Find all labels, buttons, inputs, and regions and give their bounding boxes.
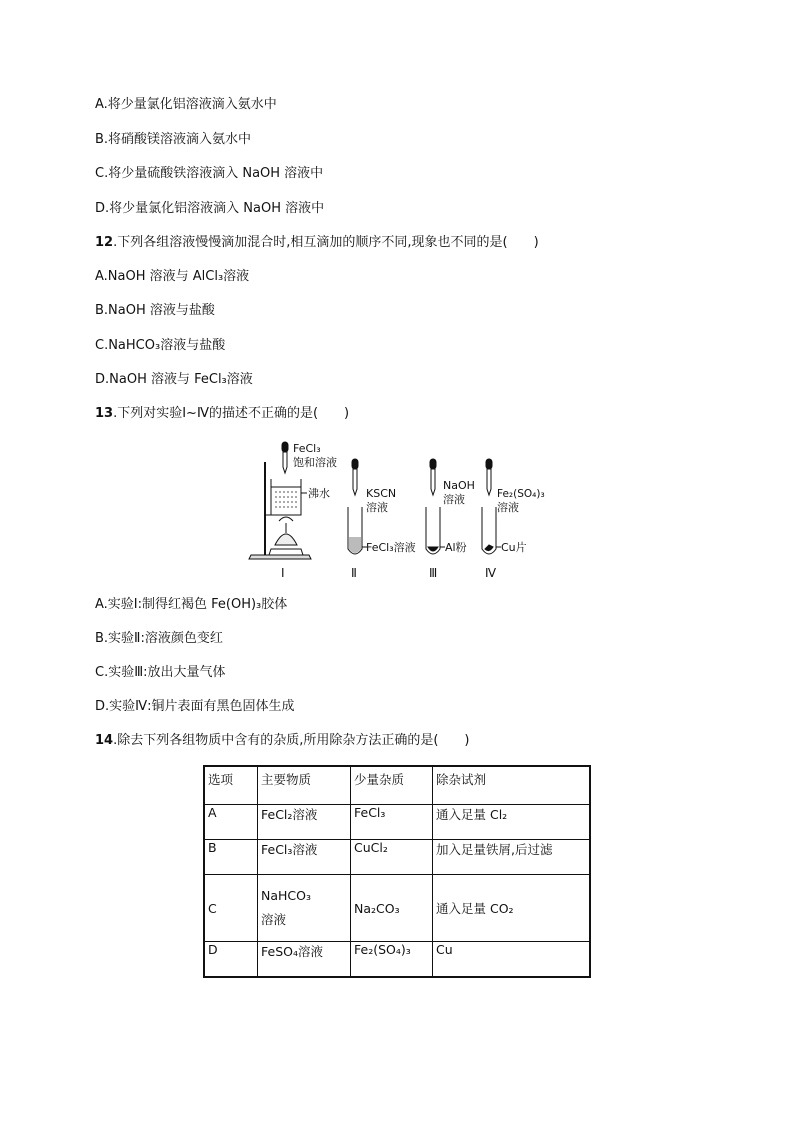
header-option: 选项: [204, 766, 258, 805]
q13-option-a: A.实验Ⅰ:制得红褐色 Fe(OH)₃胶体: [95, 597, 288, 612]
exp2-numeral: Ⅱ: [351, 566, 357, 580]
row-d-reagent: Cu: [433, 942, 591, 978]
q14-stem: [95, 733, 470, 749]
q12-option-d: D.NaOH 溶液与 FeCl₃溶液: [95, 372, 253, 387]
impurity-table: [203, 765, 591, 978]
row-c-reagent: 通入足量 CO₂: [433, 875, 591, 942]
exp2-reagent-label-1: KSCN: [366, 487, 397, 500]
q12-stem: [95, 235, 539, 251]
row-a-option: A: [204, 805, 258, 840]
q11-option-c: C.将少量硫酸铁溶液滴入 NaOH 溶液中: [95, 166, 324, 181]
q12-number: 12: [95, 235, 114, 250]
row-d-main: FeSO₄溶液: [258, 942, 351, 978]
experiment-2-apparatus: [348, 459, 367, 554]
table-row: [204, 942, 590, 978]
experiment-diagram: [245, 437, 575, 587]
q13-option-b: B.实验Ⅱ:溶液颜色变红: [95, 631, 223, 646]
exp4-numeral: Ⅳ: [485, 566, 497, 580]
q12-stem-text: .下列各组溶液慢慢滴加混合时,相互滴加的顺序不同,现象也不同的是( ): [113, 235, 539, 250]
row-b-option: B: [204, 840, 258, 875]
exp2-tube-label: FeCl₃溶液: [366, 541, 416, 554]
q11-option-a: A.将少量氯化铝溶液滴入氨水中: [95, 97, 277, 112]
row-a-impurity: FeCl₃: [351, 805, 433, 840]
q13-option-d: D.实验Ⅳ:铜片表面有黑色固体生成: [95, 699, 295, 714]
q13-number: 13: [95, 406, 114, 421]
exp3-tube-label: Al粉: [445, 541, 467, 554]
q12-option-c: C.NaHCO₃溶液与盐酸: [95, 338, 226, 353]
header-impurity: 少量杂质: [351, 766, 433, 805]
table-row: [204, 840, 590, 875]
row-c-impurity: Na₂CO₃: [351, 875, 433, 942]
exp3-reagent-label-2: 溶液: [443, 493, 465, 506]
table-row: [204, 805, 590, 840]
q11-option-d: D.将少量氯化铝溶液滴入 NaOH 溶液中: [95, 201, 325, 216]
experiment-3-apparatus: [426, 459, 445, 554]
q12-option-b: B.NaOH 溶液与盐酸: [95, 303, 215, 318]
q13-stem-text: .下列对实验Ⅰ~Ⅳ的描述不正确的是( ): [113, 406, 350, 421]
exp1-reagent-label-2: 饱和溶液: [293, 456, 337, 469]
exp3-numeral: Ⅲ: [429, 566, 438, 580]
q14-stem-text: .除去下列各组物质中含有的杂质,所用除杂方法正确的是( ): [113, 733, 470, 748]
q11-option-b: B.将硝酸镁溶液滴入氨水中: [95, 132, 252, 147]
row-a-reagent: 通入足量 Cl₂: [433, 805, 591, 840]
row-b-impurity: CuCl₂: [351, 840, 433, 875]
q13-stem: [95, 406, 349, 422]
row-b-main: FeCl₃溶液: [258, 840, 351, 875]
row-d-option: D: [204, 942, 258, 978]
exp1-water-label: 沸水: [308, 487, 330, 500]
exp4-reagent-label-2: 溶液: [497, 501, 519, 514]
exp1-reagent-label-1: FeCl₃: [293, 442, 321, 455]
exp1-numeral: Ⅰ: [281, 566, 285, 580]
exp2-reagent-label-2: 溶液: [366, 501, 388, 514]
header-main-substance: 主要物质: [258, 766, 351, 805]
q14-number: 14: [95, 733, 114, 748]
row-b-reagent: 加入足量铁屑,后过滤: [433, 840, 591, 875]
row-c-main: NaHCO₃ 溶液: [258, 875, 351, 942]
row-d-impurity: Fe₂(SO₄)₃: [351, 942, 433, 978]
exp4-reagent-label-1: Fe₂(SO₄)₃: [497, 488, 545, 500]
header-reagent: 除杂试剂: [433, 766, 591, 805]
table-header-row: [204, 766, 590, 805]
row-c-option: C: [204, 875, 258, 942]
q12-option-a: A.NaOH 溶液与 AlCl₃溶液: [95, 269, 250, 284]
row-a-main: FeCl₂溶液: [258, 805, 351, 840]
exp3-reagent-label-1: NaOH: [443, 479, 475, 492]
q13-option-c: C.实验Ⅲ:放出大量气体: [95, 665, 226, 680]
table-row: [204, 875, 590, 942]
exp4-tube-label: Cu片: [501, 541, 527, 554]
